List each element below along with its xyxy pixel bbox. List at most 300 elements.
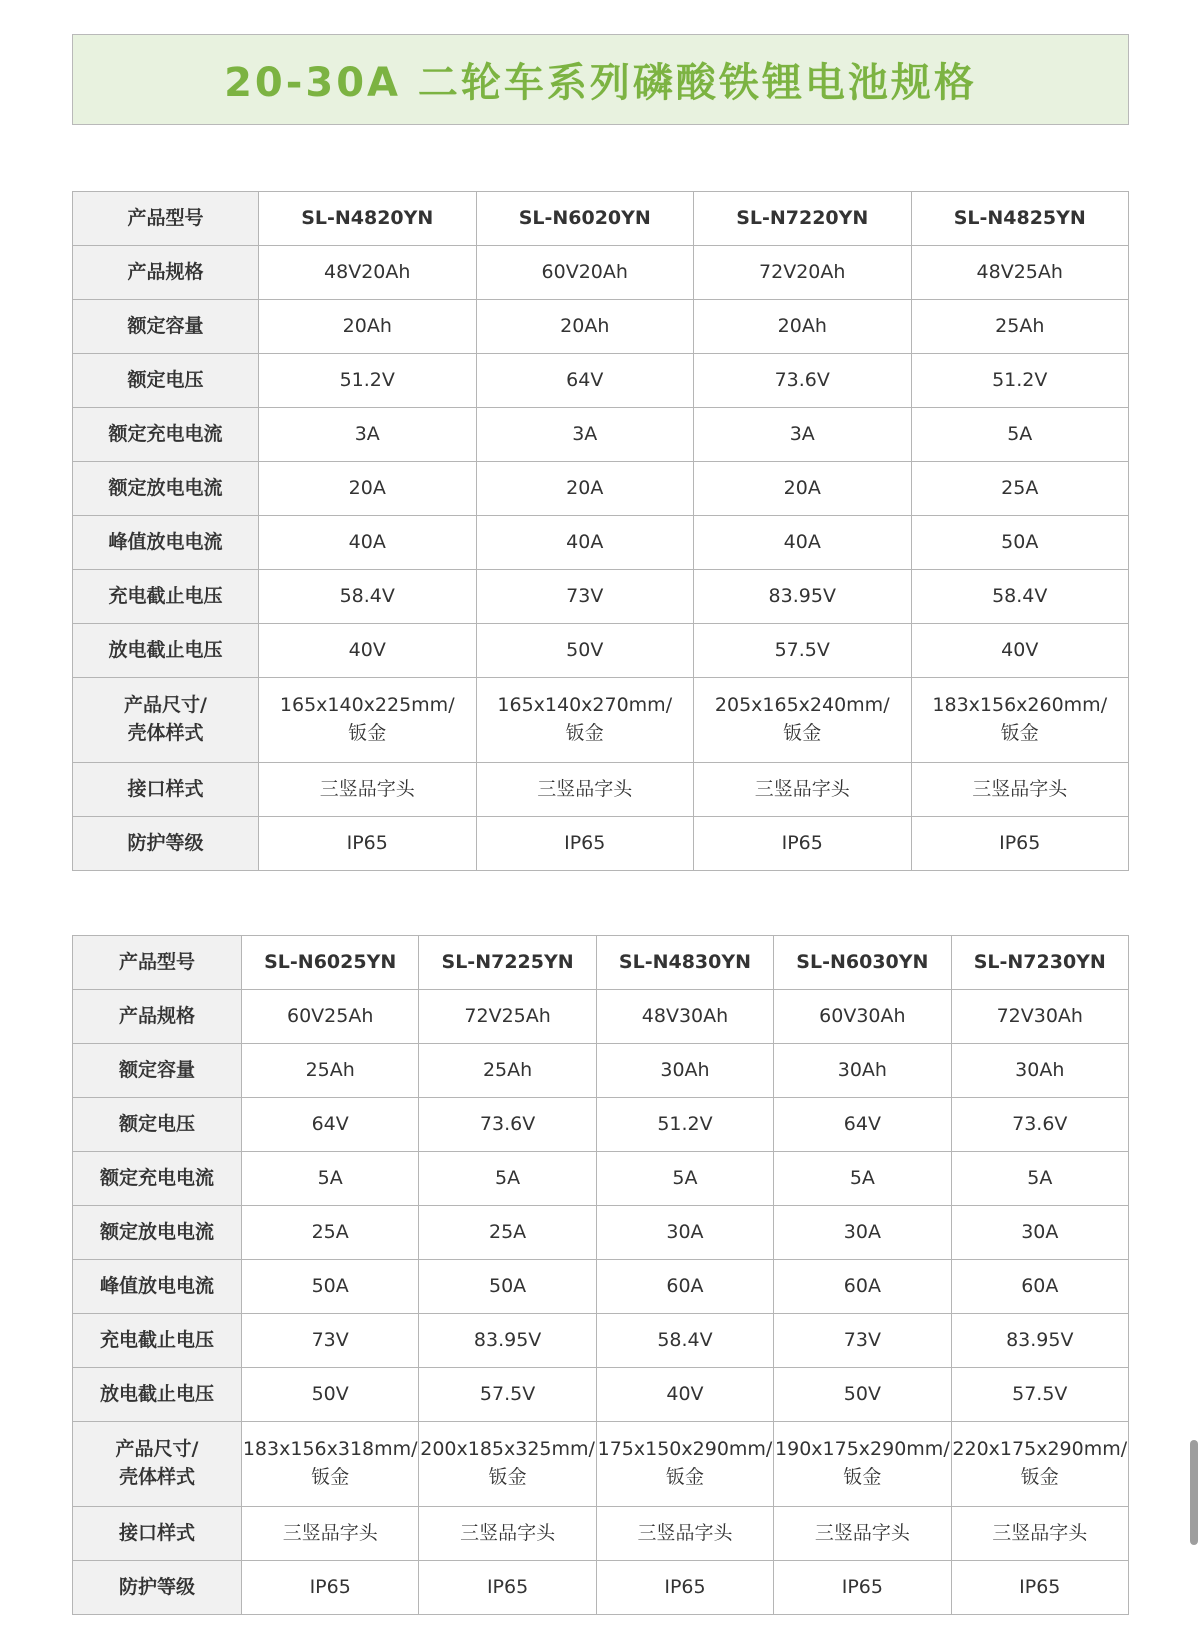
row-label-text: 防护等级 [127,831,204,854]
row-label [73,678,259,763]
table-cell [476,817,694,871]
table-row [73,246,1129,300]
cell-value: 三竖品字头 [972,777,1068,800]
table-row [73,1260,1129,1314]
table-cell [951,1507,1128,1561]
cell-value: 73V [566,584,604,607]
row-label-text: 额定放电电流 [99,1220,214,1243]
table-row [73,1314,1129,1368]
row-label [73,354,259,408]
table-cell [259,462,477,516]
cell-value: 25Ah [995,314,1045,337]
housing-value: 钣金 [783,722,822,744]
table-cell [259,354,477,408]
cell-value: 60A [843,1274,881,1297]
row-label [73,1507,242,1561]
row-label-text: 峰值放电电流 [108,530,223,553]
cell-value: 30Ah [1015,1058,1065,1081]
cell-value: 30Ah [660,1058,710,1081]
cell-value: 73.6V [479,1112,536,1135]
table-cell [419,1561,596,1615]
table-row [73,1561,1129,1615]
table-row [73,1044,1129,1098]
cell-value: SL-N4830YN [618,950,752,973]
table-cell [242,936,419,990]
table-cell [476,300,694,354]
table-row [73,300,1129,354]
table-row [73,570,1129,624]
table-cell [911,570,1129,624]
table-cell [774,1260,951,1314]
table-cell [911,246,1129,300]
table-cell [951,1098,1128,1152]
table-cell [596,1260,773,1314]
table-cell [951,1561,1128,1615]
table-cell [951,990,1128,1044]
table-cell [951,1422,1128,1507]
table-cell [476,246,694,300]
cell-value: 30A [1021,1220,1059,1243]
cell-value: 三竖品字头 [992,1521,1088,1544]
cell-value: 3A [354,422,380,445]
housing-value: 钣金 [565,722,604,744]
row-label-text: 产品规格 [118,1004,195,1027]
table-cell [476,354,694,408]
cell-value: 60V30Ah [819,1004,906,1027]
cell-value: 3A [572,422,598,445]
table-cell [596,1044,773,1098]
size-value: 183x156x260mm/ [932,694,1108,717]
table-cell [911,354,1129,408]
cell-value: SL-N6030YN [796,950,929,973]
table-cell [242,1368,419,1422]
cell-value: SL-N4825YN [953,206,1086,229]
table-cell [694,763,912,817]
row-label-text: 壳体样式 [118,1466,195,1488]
table-cell [259,817,477,871]
table-cell [951,936,1128,990]
cell-value: IP65 [564,831,606,854]
table-cell [911,763,1129,817]
cell-value: 51.2V [657,1112,713,1135]
table-cell [596,1507,773,1561]
table-cell [774,936,951,990]
table-cell [476,408,694,462]
housing-value: 钣金 [1000,722,1039,744]
table-cell [259,570,477,624]
row-label [73,1422,242,1507]
cell-value: IP65 [346,831,388,854]
row-label-text: 充电截止电压 [99,1328,214,1351]
housing-value: 钣金 [665,1466,704,1488]
row-label-text: 额定容量 [127,314,204,337]
table-row [73,990,1129,1044]
table-cell [259,516,477,570]
spec-table-1 [72,191,1129,871]
page-title: 20-30A 二轮车系列磷酸铁锂电池规格 [224,60,977,106]
cell-value: 三竖品字头 [460,1521,556,1544]
size-value: 183x156x318mm/ [242,1438,418,1461]
cell-value: 30A [843,1220,881,1243]
table-cell [694,354,912,408]
housing-value: 钣金 [348,722,387,744]
row-label-text: 产品尺寸/ [115,1438,199,1461]
row-label-text: 放电截止电压 [108,638,223,661]
row-label [73,817,259,871]
table-cell [596,936,773,990]
cell-value: IP65 [841,1575,883,1598]
cell-value: 三竖品字头 [814,1521,910,1544]
cell-value: 20Ah [560,314,610,337]
table-cell [419,1368,596,1422]
cell-value: SL-N7220YN [736,206,869,229]
table-cell [419,1098,596,1152]
size-value: 175x150x290mm/ [597,1438,773,1461]
table-cell [476,624,694,678]
row-label-text: 放电截止电压 [99,1382,214,1405]
row-label [73,192,259,246]
table-cell [419,1260,596,1314]
cell-value: 48V30Ah [641,1004,729,1027]
table-cell [911,624,1129,678]
table-cell [596,1368,773,1422]
table-cell [419,1314,596,1368]
cell-value: IP65 [999,831,1041,854]
row-label-text: 额定电压 [127,368,204,391]
cell-value: SL-N4820YN [301,206,434,229]
table-row [73,1507,1129,1561]
table-cell [596,1206,773,1260]
cell-value: 51.2V [992,368,1048,391]
row-label-text: 额定放电电流 [108,476,223,499]
cell-value: 40V [666,1382,704,1405]
cell-value: 50A [1001,530,1039,553]
cell-value: 48V20Ah [324,260,411,283]
cell-value: 83.95V [473,1328,542,1351]
cell-value: 60V20Ah [541,260,628,283]
size-value: 220x175x290mm/ [952,1438,1128,1461]
cell-value: IP65 [664,1575,706,1598]
table-cell [419,990,596,1044]
cell-value: 73.6V [1012,1112,1068,1135]
row-label [73,462,259,516]
table-cell [596,1098,773,1152]
table-cell [694,570,912,624]
cell-value: 三竖品字头 [754,777,850,800]
cell-value: 20A [783,476,821,499]
table-cell [951,1152,1128,1206]
table-cell [774,1044,951,1098]
table-cell [774,1368,951,1422]
housing-value: 钣金 [488,1466,527,1488]
table-cell [774,1098,951,1152]
table-cell [242,1098,419,1152]
table-cell [694,192,912,246]
cell-value: 57.5V [774,638,830,661]
table-cell [259,300,477,354]
cell-value: 50A [488,1274,527,1297]
row-label [73,516,259,570]
table-row [73,462,1129,516]
table-cell [694,246,912,300]
table-cell [242,1561,419,1615]
cell-value: 25Ah [305,1058,355,1081]
cell-value: IP65 [309,1575,351,1598]
table-cell [259,624,477,678]
table-cell [259,408,477,462]
row-label-text: 额定充电电流 [99,1166,214,1189]
table-cell [242,990,419,1044]
row-label [73,408,259,462]
cell-value: 5A [1027,1166,1053,1189]
cell-value: 73V [843,1328,881,1351]
cell-value: 60A [666,1274,704,1297]
cell-value: 83.95V [1006,1328,1074,1351]
row-label [73,1206,242,1260]
row-label [73,936,242,990]
row-label [73,1098,242,1152]
cell-value: SL-N7230YN [973,950,1106,973]
table-cell [911,462,1129,516]
cell-value: 20Ah [777,314,827,337]
table-cell [476,516,694,570]
row-label-text: 产品型号 [118,950,195,973]
cell-value: 48V25Ah [976,260,1063,283]
cell-value: 5A [495,1166,521,1189]
cell-value: IP65 [781,831,823,854]
cell-value: 三竖品字头 [537,777,633,800]
cell-value: 57.5V [1012,1382,1068,1405]
cell-value: 58.4V [657,1328,713,1351]
row-label [73,624,259,678]
table-cell [911,678,1129,763]
cell-value: 72V25Ah [464,1004,551,1027]
cell-value: 64V [843,1112,881,1135]
table-cell [951,1044,1128,1098]
cell-value: 64V [566,368,604,391]
table-cell [596,990,773,1044]
cell-value: 57.5V [479,1382,536,1405]
table-row [73,624,1129,678]
row-label-text: 额定容量 [118,1058,195,1081]
row-label [73,1152,242,1206]
row-label [73,990,242,1044]
table-cell [694,624,912,678]
size-value: 200x185x325mm/ [420,1438,595,1461]
table-row [73,1422,1129,1507]
table-cell [596,1314,773,1368]
table-cell [476,763,694,817]
cell-value: SL-N6025YN [264,950,397,973]
cell-value: 40A [566,530,604,553]
table-cell [774,1206,951,1260]
row-label [73,1260,242,1314]
cell-value: 40A [783,530,821,553]
table-row [73,1152,1129,1206]
row-label [73,1314,242,1368]
table-cell [419,1152,596,1206]
table-cell [419,1422,596,1507]
cell-value: 5A [317,1166,343,1189]
table-cell [259,678,477,763]
table-cell [911,516,1129,570]
cell-value: 三竖品字头 [282,1521,378,1544]
table-cell [694,300,912,354]
table-cell [476,192,694,246]
table-cell [911,300,1129,354]
table-cell [774,1422,951,1507]
housing-value: 钣金 [311,1466,350,1488]
row-label [73,570,259,624]
table-row [73,408,1129,462]
table-row [73,817,1129,871]
row-label-text: 接口样式 [118,1521,195,1544]
row-label-text: 额定充电电流 [108,422,223,445]
table-cell [951,1368,1128,1422]
cell-value: 20A [566,476,604,499]
housing-value: 钣金 [843,1466,882,1488]
row-label-text: 峰值放电电流 [99,1274,214,1297]
table-cell [242,1422,419,1507]
size-value: 205x165x240mm/ [714,694,890,717]
table-cell [259,763,477,817]
table-cell [259,192,477,246]
size-value: 190x175x290mm/ [775,1438,950,1461]
table-cell [259,246,477,300]
table-row [73,192,1129,246]
table-cell [419,936,596,990]
row-label-text: 产品尺寸/ [124,694,207,717]
scrollbar-thumb[interactable] [1190,1440,1198,1545]
cell-value: 64V [311,1112,349,1135]
cell-value: 20Ah [342,314,392,337]
table-cell [242,1314,419,1368]
table-row [73,516,1129,570]
cell-value: 83.95V [768,584,836,607]
table-cell [242,1260,419,1314]
table-row [73,936,1129,990]
cell-value: 72V30Ah [996,1004,1083,1027]
table-row [73,678,1129,763]
cell-value: 25A [311,1220,349,1243]
row-label-text: 产品型号 [127,206,204,229]
cell-value: IP65 [486,1575,529,1598]
table-cell [951,1260,1128,1314]
cell-value: 5A [672,1166,698,1189]
row-label [73,246,259,300]
cell-value: SL-N6020YN [518,206,651,229]
row-label-text: 防护等级 [118,1575,195,1598]
cell-value: 51.2V [339,368,395,391]
table-row [73,1368,1129,1422]
table-row [73,354,1129,408]
table-cell [476,678,694,763]
table-cell [774,990,951,1044]
row-label [73,1561,242,1615]
table-cell [951,1314,1128,1368]
cell-value: 5A [849,1166,875,1189]
cell-value: 73V [311,1328,349,1351]
table-cell [242,1152,419,1206]
cell-value: 25Ah [482,1058,533,1081]
cell-value: 60A [1021,1274,1059,1297]
cell-value: 72V20Ah [759,260,846,283]
table-cell [774,1507,951,1561]
cell-value: 40V [348,638,386,661]
cell-value: 3A [789,422,815,445]
table-cell [694,516,912,570]
table-cell [911,817,1129,871]
cell-value: 25A [1001,476,1039,499]
cell-value: 60V25Ah [287,1004,374,1027]
table-cell [242,1507,419,1561]
cell-value: 58.4V [992,584,1048,607]
table-cell [694,678,912,763]
table-cell [774,1314,951,1368]
cell-value: 5A [1007,422,1033,445]
table-cell [911,408,1129,462]
table-row [73,1206,1129,1260]
table-cell [951,1206,1128,1260]
table-cell [419,1206,596,1260]
table-cell [596,1152,773,1206]
cell-value: 30A [666,1220,704,1243]
table-cell [242,1044,419,1098]
cell-value: SL-N7225YN [441,950,574,973]
cell-value: 50A [311,1274,349,1297]
table-cell [242,1206,419,1260]
row-label [73,763,259,817]
size-value: 165x140x270mm/ [497,694,673,717]
cell-value: 50V [843,1382,881,1405]
row-label-text: 充电截止电压 [108,584,223,607]
cell-value: 30Ah [837,1058,887,1081]
table-cell [774,1152,951,1206]
table-cell [774,1561,951,1615]
row-label [73,300,259,354]
cell-value: 三竖品字头 [637,1521,733,1544]
housing-value: 钣金 [1020,1466,1059,1488]
cell-value: 50V [566,638,604,661]
row-label-text: 接口样式 [127,777,204,800]
cell-value: 58.4V [339,584,395,607]
row-label-text: 额定电压 [118,1112,195,1135]
cell-value: IP65 [1019,1575,1061,1598]
table-cell [694,408,912,462]
table-cell [419,1507,596,1561]
table-cell [694,462,912,516]
table-cell [476,570,694,624]
table-cell [911,192,1129,246]
table-cell [596,1561,773,1615]
cell-value: 40A [348,530,386,553]
cell-value: 40V [1001,638,1039,661]
table-cell [419,1044,596,1098]
cell-value: 50V [311,1382,349,1405]
row-label [73,1368,242,1422]
table-cell [596,1422,773,1507]
cell-value: 73.6V [774,368,830,391]
row-label [73,1044,242,1098]
table-cell [476,462,694,516]
spec-table-2 [72,935,1129,1615]
row-label-text: 壳体样式 [127,722,204,744]
table-row [73,1098,1129,1152]
size-value: 165x140x225mm/ [279,694,455,717]
cell-value: 25A [488,1220,527,1243]
table-cell [694,817,912,871]
cell-value: 20A [348,476,386,499]
